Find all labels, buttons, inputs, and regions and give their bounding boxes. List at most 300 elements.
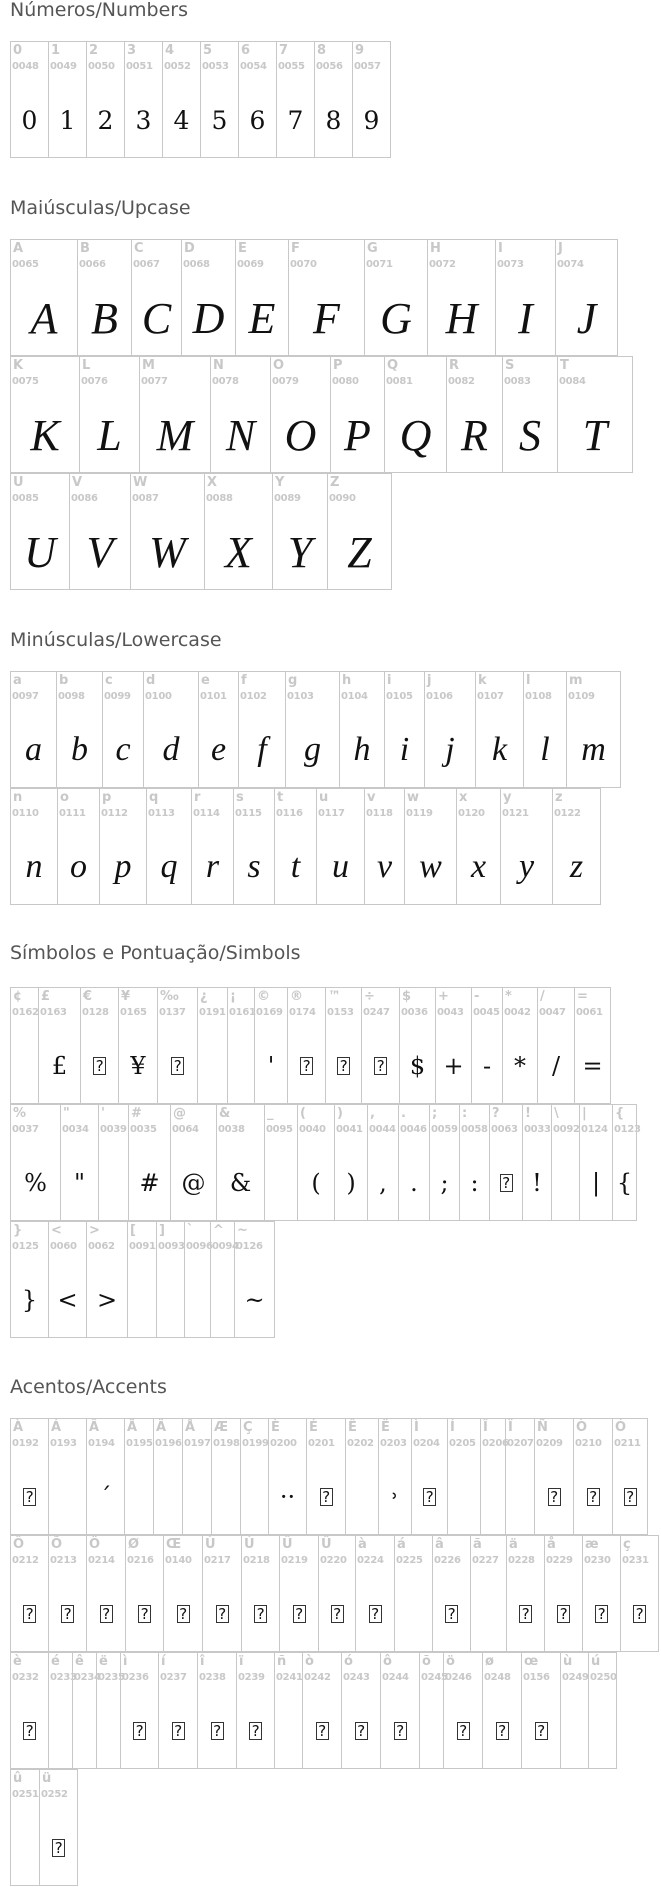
- glyph-code: 0198: [213, 1438, 240, 1449]
- glyph-code: 0045: [473, 1007, 500, 1018]
- glyph-cell: [589, 1653, 617, 1768]
- glyph-cell: [129, 1105, 171, 1220]
- glyph-cell: [535, 1419, 574, 1534]
- glyph-sample: [583, 1578, 620, 1650]
- glyph-label: Æ: [214, 1420, 229, 1435]
- glyph-sample: [158, 1030, 197, 1102]
- glyph-code: 0241: [276, 1672, 303, 1683]
- glyph-sample: Z: [347, 527, 372, 577]
- glyph-sample: [49, 1578, 86, 1650]
- glyph-cell: [503, 988, 538, 1103]
- glyph-code: 0230: [584, 1555, 611, 1566]
- glyph-cell: [87, 1222, 128, 1337]
- glyph-code: 0066: [79, 259, 106, 270]
- glyph-label: >: [89, 1223, 100, 1238]
- glyph-label: +: [438, 989, 449, 1004]
- glyph-cell: [556, 240, 618, 355]
- glyph-code: 0084: [559, 376, 586, 387]
- glyph-label: å: [547, 1537, 556, 1552]
- glyph-code: 0105: [386, 691, 413, 702]
- glyph-code: 0077: [141, 376, 168, 387]
- glyph-code: 0054: [240, 61, 267, 72]
- glyph-code: 0213: [50, 1555, 77, 1566]
- accents-grid-row-3: [10, 1652, 617, 1769]
- glyph-cell: [49, 1653, 77, 1768]
- glyph-code: 0216: [127, 1555, 154, 1566]
- glyph-code: 0194: [88, 1438, 115, 1449]
- glyph-sample: 3: [135, 105, 152, 135]
- glyph-code: 0239: [238, 1672, 265, 1683]
- glyph-sample: [11, 1461, 48, 1533]
- glyph-label: z: [555, 790, 563, 805]
- glyph-label: ¥: [121, 989, 131, 1004]
- glyph-sample: c: [115, 731, 131, 768]
- glyph-cell: [234, 789, 275, 904]
- glyph-sample: ˒: [391, 1483, 399, 1511]
- glyph-sample: ": [73, 1169, 86, 1197]
- glyph-sample: 1: [59, 105, 76, 135]
- glyph-sample: a: [25, 731, 42, 768]
- glyph-cell: [340, 672, 385, 787]
- accents-grid-row-1: [10, 1418, 648, 1535]
- glyph-cell: [471, 1536, 507, 1651]
- glyph-sample: y: [518, 848, 535, 885]
- glyph-cell: [164, 1536, 203, 1651]
- glyph-code: 0197: [184, 1438, 211, 1449]
- glyph-label: P: [333, 358, 343, 373]
- glyph-label: 3: [127, 43, 137, 58]
- missing-glyph-box: ?: [375, 1057, 386, 1075]
- glyph-sample: j: [445, 731, 455, 768]
- accents-grid-row-4: [10, 1769, 78, 1886]
- glyph-label: S: [505, 358, 515, 373]
- glyph-label: u: [319, 790, 329, 805]
- missing-glyph-box: ?: [217, 1605, 227, 1623]
- glyph-label: ã: [473, 1537, 482, 1552]
- missing-glyph-box: ?: [53, 1839, 64, 1857]
- glyph-code: 0212: [12, 1555, 39, 1566]
- glyph-code: 0053: [202, 61, 229, 72]
- glyph-code: 0107: [477, 691, 504, 702]
- glyph-label: [: [130, 1223, 136, 1238]
- glyph-sample: t: [290, 848, 301, 885]
- glyph-code: 0235: [98, 1672, 125, 1683]
- glyph-sample: ¥: [130, 1052, 146, 1080]
- glyph-sample: [212, 1461, 240, 1533]
- glyph-cell: [385, 357, 447, 472]
- glyph-label: L: [82, 358, 91, 373]
- glyph-code: 0156: [523, 1672, 550, 1683]
- glyph-sample: Q: [399, 410, 432, 460]
- glyph-sample: 2: [97, 105, 114, 135]
- glyph-cell: [40, 1770, 78, 1885]
- glyph-sample: ˊ: [99, 1483, 112, 1511]
- glyph-code: 0214: [88, 1555, 115, 1566]
- missing-glyph-box: ?: [588, 1488, 598, 1506]
- glyph-cell: [11, 789, 58, 904]
- glyph-sample: p: [114, 848, 132, 885]
- glyph-label: Y: [275, 475, 285, 490]
- glyph-label: é: [51, 1654, 60, 1669]
- glyph-cell: [49, 1536, 87, 1651]
- missing-glyph-box: ?: [294, 1605, 304, 1623]
- glyph-code: 0044: [369, 1124, 396, 1135]
- missing-glyph-box: ?: [24, 1722, 35, 1740]
- missing-glyph-box: ?: [255, 1605, 266, 1623]
- glyph-cell: [103, 672, 144, 787]
- glyph-cell: [420, 1653, 448, 1768]
- glyph-cell: [203, 1536, 242, 1651]
- glyph-sample: [552, 1147, 579, 1219]
- glyph-cell: [286, 672, 340, 787]
- glyph-code: 0073: [497, 259, 524, 270]
- glyph-cell: [205, 474, 273, 589]
- glyph-label: ?: [492, 1106, 500, 1121]
- missing-glyph-box: ?: [317, 1722, 327, 1740]
- glyph-sample: [319, 1578, 355, 1650]
- glyph-label: £: [41, 989, 51, 1004]
- glyph-cell: [100, 789, 147, 904]
- missing-glyph-box: ?: [558, 1605, 569, 1623]
- glyph-label: Ì: [414, 1420, 419, 1435]
- glyph-label: à: [358, 1537, 367, 1552]
- missing-glyph-box: ?: [497, 1722, 507, 1740]
- glyph-label: 8: [317, 43, 327, 58]
- glyph-cell: [11, 672, 57, 787]
- glyph-code: 0113: [148, 808, 175, 819]
- glyph-code: 0060: [50, 1241, 77, 1252]
- glyph-label: y: [503, 790, 512, 805]
- glyph-code: 0112: [101, 808, 128, 819]
- missing-glyph-box: ?: [370, 1605, 380, 1623]
- glyph-sample: >: [96, 1286, 118, 1314]
- glyph-code: 0195: [126, 1438, 153, 1449]
- glyph-label: i: [387, 673, 392, 688]
- glyph-cell: [11, 1105, 61, 1220]
- glyph-code: 0108: [525, 691, 552, 702]
- missing-glyph-box: ?: [625, 1488, 635, 1506]
- missing-glyph-box: ?: [424, 1488, 435, 1506]
- glyph-label: 2: [89, 43, 99, 58]
- missing-glyph-box: ?: [172, 1057, 183, 1075]
- glyph-label: o: [60, 790, 69, 805]
- glyph-cell: [580, 1105, 613, 1220]
- glyph-sample: [535, 1461, 573, 1533]
- glyph-cell: [11, 357, 80, 472]
- glyph-cell: [425, 672, 476, 787]
- glyph-code: 0238: [199, 1672, 226, 1683]
- glyph-sample: ~: [244, 1286, 265, 1314]
- glyph-code: 0207: [507, 1438, 534, 1449]
- glyph-label: â: [435, 1537, 444, 1552]
- symbols-grid-row-2: [10, 1104, 641, 1221]
- glyph-sample: [444, 1695, 482, 1767]
- glyph-sample: [613, 1461, 647, 1533]
- glyph-sample: ;: [440, 1169, 449, 1197]
- glyph-label: R: [449, 358, 460, 373]
- glyph-cell: [121, 1653, 159, 1768]
- glyph-cell: [157, 1222, 185, 1337]
- glyph-cell: [275, 1653, 303, 1768]
- glyph-code: 0196: [155, 1438, 182, 1449]
- glyph-label: Ù: [205, 1537, 216, 1552]
- glyph-cell: [147, 789, 192, 904]
- glyph-sample: [265, 1147, 297, 1219]
- glyph-sample: 5: [211, 105, 228, 135]
- glyph-cell: [99, 1105, 129, 1220]
- glyph-label: Î: [483, 1420, 488, 1435]
- glyph-cell: [97, 1653, 125, 1768]
- glyph-cell: [342, 1653, 381, 1768]
- glyph-sample: S: [519, 410, 541, 460]
- glyph-sample: I: [518, 293, 533, 343]
- glyph-label: ¿: [200, 989, 208, 1004]
- glyph-label: c: [105, 673, 113, 688]
- glyph-code: 0205: [449, 1438, 476, 1449]
- glyph-sample: m: [581, 731, 606, 768]
- glyph-cell: [144, 672, 199, 787]
- glyph-code: 0075: [12, 376, 39, 387]
- glyph-code: 0080: [332, 376, 359, 387]
- glyph-sample: [128, 1264, 156, 1336]
- glyph-code: 0083: [504, 376, 531, 387]
- glyph-sample: [507, 1578, 544, 1650]
- glyph-sample: .: [410, 1169, 418, 1197]
- glyph-cell: [356, 1536, 395, 1651]
- glyph-code: 0100: [145, 691, 172, 702]
- glyph-label: (: [300, 1106, 306, 1121]
- glyph-code: 0048: [12, 61, 39, 72]
- glyph-cell: [613, 1419, 648, 1534]
- glyph-cell: [11, 474, 70, 589]
- glyph-label: €: [83, 989, 93, 1004]
- glyph-cell: [490, 1105, 523, 1220]
- glyph-sample: [157, 1264, 184, 1336]
- glyph-sample: B: [91, 293, 118, 343]
- glyph-code: 0193: [50, 1438, 77, 1449]
- glyph-sample: [362, 1030, 399, 1102]
- glyph-label: õ: [422, 1654, 431, 1669]
- glyph-label: I: [498, 241, 503, 256]
- glyph-sample: [154, 1461, 182, 1533]
- glyph-label: r: [194, 790, 201, 805]
- glyph-cell: [430, 1105, 460, 1220]
- glyph-cell: [472, 988, 503, 1103]
- glyph-label: Ä: [156, 1420, 167, 1435]
- glyph-sample: [589, 1695, 616, 1767]
- glyph-sample: &: [229, 1169, 252, 1197]
- glyph-cell: [288, 988, 326, 1103]
- glyph-sample: {: [616, 1169, 633, 1197]
- glyph-sample: [49, 1461, 86, 1533]
- glyph-label: ¢: [13, 989, 23, 1004]
- lowercase-grid-row-2: [10, 788, 601, 905]
- glyph-sample: [490, 1147, 522, 1219]
- glyph-label: æ: [585, 1537, 599, 1552]
- glyph-label: E: [238, 241, 247, 256]
- glyph-cell: [436, 988, 472, 1103]
- glyph-cell: [49, 42, 87, 157]
- glyph-sample: ): [346, 1169, 356, 1197]
- glyph-cell: [11, 1653, 49, 1768]
- glyph-code: 0209: [536, 1438, 563, 1449]
- glyph-sample: ··: [279, 1483, 296, 1511]
- glyph-cell: [476, 672, 524, 787]
- glyph-sample: n: [25, 848, 43, 885]
- glyph-code: 0070: [290, 259, 317, 270]
- glyph-sample: [198, 1695, 236, 1767]
- glyph-code: 0091: [129, 1241, 156, 1252]
- glyph-sample: U: [24, 527, 56, 577]
- glyph-code: 0137: [159, 1007, 186, 1018]
- glyph-code: 0125: [12, 1241, 39, 1252]
- glyph-sample: 9: [363, 105, 380, 135]
- glyph-sample: [97, 1695, 120, 1767]
- symbols-grid-row-1: [10, 987, 611, 1104]
- glyph-code: 0115: [235, 808, 262, 819]
- glyph-sample: @: [181, 1169, 206, 1197]
- glyph-label: e: [201, 673, 210, 688]
- glyph-label: F: [291, 241, 300, 256]
- glyph-code: 0191: [199, 1007, 226, 1018]
- glyph-code: 0120: [458, 808, 485, 819]
- glyph-cell: [132, 240, 182, 355]
- glyph-sample: Y: [287, 527, 313, 577]
- glyph-cell: [199, 672, 239, 787]
- glyph-cell: [211, 1222, 239, 1337]
- glyph-code: 0064: [172, 1124, 199, 1135]
- glyph-code: 0174: [289, 1007, 316, 1018]
- glyph-sample: [125, 1461, 153, 1533]
- glyph-cell: [217, 1105, 265, 1220]
- symbols-grid-row-3: [10, 1221, 275, 1338]
- glyph-sample: J: [576, 293, 597, 343]
- missing-glyph-box: ?: [596, 1605, 607, 1623]
- glyph-code: 0063: [491, 1124, 518, 1135]
- glyph-label: Ñ: [537, 1420, 548, 1435]
- glyph-sample: -: [482, 1052, 492, 1080]
- glyph-code: 0069: [237, 259, 264, 270]
- glyph-code: 0097: [12, 691, 39, 702]
- glyph-cell: [524, 672, 567, 787]
- glyph-label: 4: [165, 43, 175, 58]
- glyph-label: Å: [185, 1420, 196, 1435]
- glyph-label: ": [63, 1106, 70, 1121]
- glyph-label: ç: [623, 1537, 631, 1552]
- glyph-cell: [87, 1419, 125, 1534]
- glyph-sample: [241, 1461, 268, 1533]
- section-title-accents: Acentos/Accents: [10, 1376, 167, 1398]
- glyph-cell: [154, 1419, 183, 1534]
- glyph-sample: [198, 1030, 227, 1102]
- glyph-label: ú: [591, 1654, 601, 1669]
- missing-glyph-box: ?: [134, 1722, 145, 1740]
- glyph-cell: [405, 789, 457, 904]
- glyph-cell: [319, 1536, 356, 1651]
- glyph-label: @: [173, 1106, 186, 1121]
- glyph-sample: [471, 1578, 506, 1650]
- glyph-cell: [11, 1419, 49, 1534]
- glyph-label: .: [401, 1106, 406, 1121]
- glyph-code: 0118: [366, 808, 393, 819]
- glyph-label: Á: [51, 1420, 62, 1435]
- glyph-cell: [80, 357, 140, 472]
- glyph-sample: ': [267, 1052, 275, 1080]
- glyph-sample: [185, 1264, 210, 1336]
- glyph-cell: [395, 1536, 433, 1651]
- glyph-label: ó: [344, 1654, 353, 1669]
- glyph-code: 0245: [421, 1672, 448, 1683]
- missing-glyph-box: ?: [634, 1605, 645, 1623]
- glyph-label: Ø: [128, 1537, 140, 1552]
- glyph-cell: [303, 1653, 342, 1768]
- glyph-code: 0153: [327, 1007, 354, 1018]
- glyph-sample: [81, 1030, 118, 1102]
- glyph-cell: [583, 1536, 621, 1651]
- glyph-sample: z: [569, 848, 584, 885]
- glyph-cell: [81, 988, 119, 1103]
- glyph-code: 0087: [132, 493, 159, 504]
- glyph-label: V: [72, 475, 83, 490]
- glyph-sample: [481, 1461, 505, 1533]
- glyph-cell: [280, 1536, 319, 1651]
- glyph-cell: [328, 474, 392, 589]
- glyph-label: Ò: [576, 1420, 588, 1435]
- glyph-code: 0036: [401, 1007, 428, 1018]
- glyph-cell: [457, 789, 501, 904]
- glyph-cell: [70, 474, 131, 589]
- glyph-code: 0099: [104, 691, 131, 702]
- glyph-code: 0232: [12, 1672, 39, 1683]
- glyph-cell: [49, 1419, 87, 1534]
- glyph-sample: f: [257, 731, 267, 768]
- glyph-code: 0034: [62, 1124, 89, 1135]
- glyph-sample: X: [225, 527, 252, 577]
- glyph-label: m: [569, 673, 583, 688]
- glyph-code: 0246: [445, 1672, 472, 1683]
- glyph-code: 0081: [386, 376, 413, 387]
- glyph-sample: h: [353, 731, 371, 768]
- glyph-label: ;: [432, 1106, 438, 1121]
- glyph-sample: x: [470, 848, 487, 885]
- glyph-cell: [49, 1222, 87, 1337]
- glyph-cell: [192, 789, 234, 904]
- glyph-label: ¡: [230, 989, 236, 1004]
- glyph-cell: [353, 42, 391, 157]
- glyph-sample: T: [582, 410, 608, 460]
- glyph-sample: <: [57, 1286, 78, 1314]
- glyph-sample: [483, 1695, 521, 1767]
- glyph-code: 0123: [614, 1124, 641, 1135]
- glyph-cell: [211, 357, 271, 472]
- glyph-label: í: [161, 1654, 166, 1669]
- glyph-cell: [496, 240, 556, 355]
- glyph-label: U: [13, 475, 24, 490]
- glyph-code: 0079: [272, 376, 299, 387]
- glyph-label: ‰: [160, 989, 179, 1004]
- glyph-cell: [58, 789, 100, 904]
- glyph-code: 0122: [554, 808, 581, 819]
- glyph-sample: 7: [287, 105, 304, 135]
- glyph-label: Z: [330, 475, 340, 490]
- glyph-sample: k: [491, 731, 508, 768]
- glyph-code: 0049: [50, 61, 77, 72]
- glyph-cell: [507, 1536, 545, 1651]
- glyph-label: x: [459, 790, 468, 805]
- glyph-sample: [433, 1578, 470, 1650]
- glyph-sample: F: [313, 293, 340, 343]
- glyph-cell: [298, 1105, 335, 1220]
